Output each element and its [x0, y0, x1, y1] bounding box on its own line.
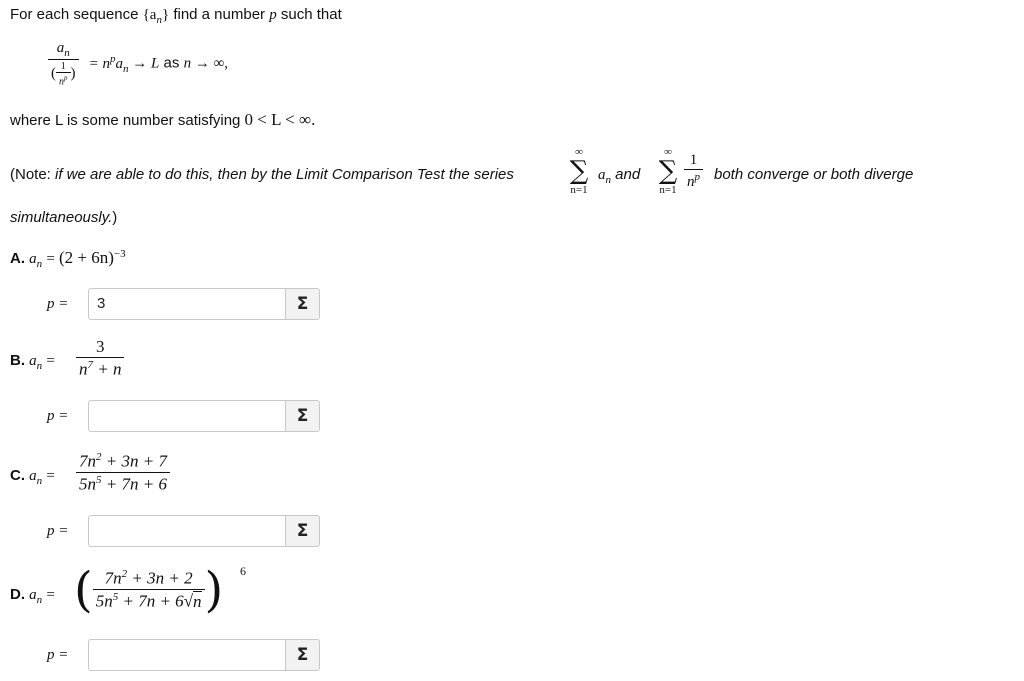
problem-a-answer-input[interactable]: 3 — [88, 288, 286, 320]
problem-d-answer-input[interactable] — [88, 639, 286, 671]
note-simultaneously: simultaneously.) — [10, 209, 118, 226]
sum2: ∞ ∑ n=1 — [658, 146, 678, 196]
problem-c-answer-input[interactable] — [88, 515, 286, 547]
problem-c-p-label: p = — [47, 523, 69, 539]
problem-a-p-label: p = — [47, 296, 69, 312]
note-middle: $a_n$ and — [598, 166, 641, 186]
problem-d-label: D. $a_n$ = — [10, 586, 55, 606]
problem-d-expression: ( $\frac{7n^2 + 3n + 2}{5n^5 + 7n + 6√n}$ ) — [74, 562, 224, 618]
problem-a-sigma-button[interactable]: Σ — [286, 288, 320, 320]
sum1: ∞ ∑ n=1 — [569, 146, 589, 196]
problem-d-p-label: p = — [47, 647, 69, 663]
problem-b-answer-input[interactable] — [88, 400, 286, 432]
note-fraction: $\frac{1}{n^p}$ — [684, 152, 703, 191]
problem-a-expression: A. $a_n = (2 + 6n)^{-3}$ — [10, 248, 126, 270]
problem-b-p-label: p = — [47, 408, 69, 424]
problem-d-sigma-button[interactable]: Σ — [286, 639, 320, 671]
problem-c-label: C. $a_n$ = — [10, 467, 55, 487]
note-end: both converge or both diverge — [714, 166, 914, 183]
limit-equation: $a_n$ ( $\frac{1}{n^p}$ ) = $n^pa_n \to L$ as n → ∞, — [48, 40, 228, 87]
problem-b-sigma-button[interactable]: Σ — [286, 400, 320, 432]
intro-text: For each sequence $\{a_n\}$ find a number p such that — [10, 6, 342, 26]
where-text: where L is some number satisfying 0 < L < ∞. — [10, 110, 316, 129]
note-text: (Note: if we are able to do this, then by the Limit Comparison Test the series — [10, 166, 514, 183]
problem-c-sigma-button[interactable]: Σ — [286, 515, 320, 547]
problem-b-label: B. $a_n$ = — [10, 352, 55, 372]
problem-d-exponent: 6 — [240, 564, 246, 578]
problem-c-fraction: $\frac{7n^2 + 3n + 7}{5n^5 + 7n + 6}$ — [76, 451, 170, 494]
problem-b-fraction: $\frac{3}{n^7 + n}$ — [76, 337, 124, 380]
